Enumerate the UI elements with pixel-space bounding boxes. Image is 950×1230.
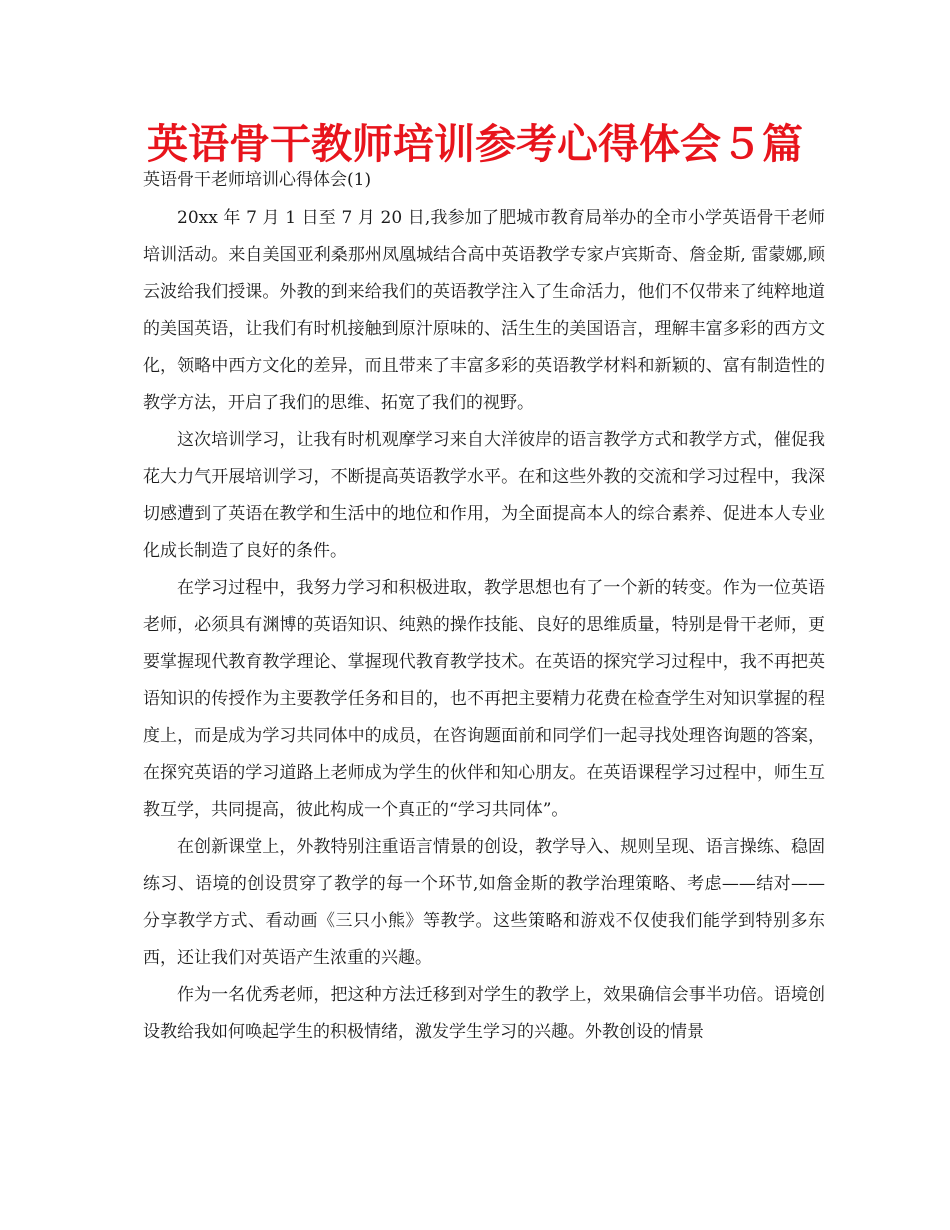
paragraph: 这次培训学习，让我有时机观摩学习来自大洋彼岸的语言教学方式和教学方式，催促我花大力气开展培训学习，不断提高英语教学水平。在和这些外教的交流和学习过程中，我深切感遭到了英语在教学和生活中的地位和作用，为全面提高本人的综合素养、促进本人专业化成长制造了良好的条件。 [143,430,825,561]
document-title: 英语骨干教师培训参考心得体会５篇 [147,120,803,168]
paragraph: 在学习过程中，我努力学习和积极进取，教学思想也有了一个新的转变。作为一位英语老师，必须具有渊博的英语知识、纯熟的操作技能、良好的思维质量，特别是骨干老师，更要掌握现代教育教学理论、掌握现代教育教学技术。在英语的探究学习过程中，我不再把英语知识的传授作为主要教学任务和目的，也不再把主要精力花费在检查学生对知识掌握的程度上，而是成为学习共同体中的成员，在咨询题面前和同学们一起寻找处理咨询题的答案，在探究英语的学习道路上老师成为学生的伙伴和知心朋友。在英语课程学习过程中，师生互教互学，共同提高，彼此构成一个真正的“学习共同体”。 [143,578,825,820]
document-subtitle: 英语骨干老师培训心得体会(1) [143,170,372,190]
document-body [143,200,825,1051]
paragraph: 20xx 年 7 月 1 日至 7 月 20 日,我参加了肥城市教育局举办的全市小学英语骨干老师培训活动。来自美国亚利桑那州凤凰城结合高中英语教学专家卢宾斯奇、詹金斯, 雷蒙娜,顾云波给我们授课。外教的到来给我们的英语教学注入了生命活力，他们不仅带来了纯粹地道的美国英语，让我们有时机接触到原汁原味的、活生生的美国语言，理解丰富多彩的西方文化，领略中西方文化的差异，而且带来了丰富多彩的英语教学材料和新颖的、富有制造性的教学方法，开启了我们的思维、拓宽了我们的视野。 [143,208,825,413]
paragraph: 作为一名优秀老师，把这种方法迁移到对学生的教学上，效果确信会事半功倍。语境创设教给我如何唤起学生的积极情绪，激发学生学习的兴趣。外教创设的情景 [143,985,825,1042]
paragraph: 在创新课堂上，外教特别注重语言情景的创设，教学导入、规则呈现、语言操练、稳固练习、语境的创设贯穿了教学的每一个环节,如詹金斯的教学治理策略、考虑——结对——分享教学方式、看动画《三只小熊》等教学。这些策略和游戏不仅使我们能学到特别多东西，还让我们对英语产生浓重的兴趣。 [143,837,825,968]
